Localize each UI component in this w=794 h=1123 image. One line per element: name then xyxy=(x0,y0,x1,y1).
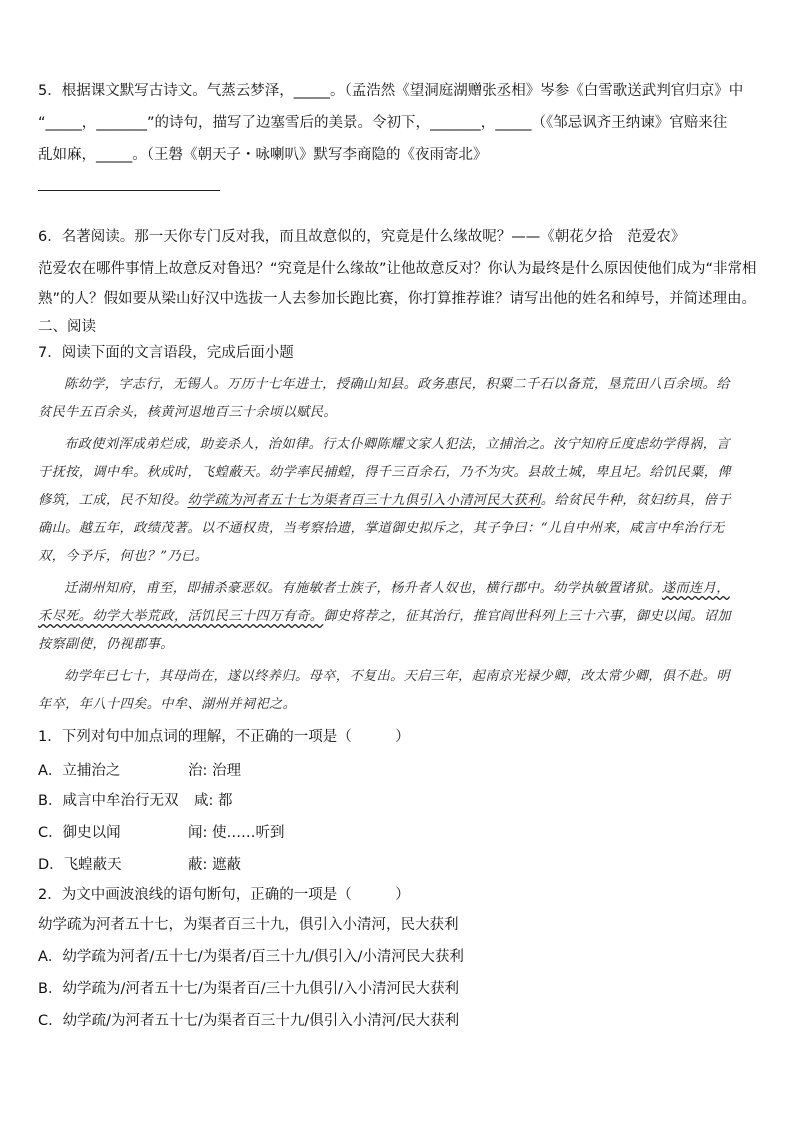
passage-p3-line-3: 按察副使，仍视郡事。 xyxy=(38,637,174,652)
sub2-stem: 2．为文中画波浪线的语句断句，正确的一项是（ ） xyxy=(38,887,410,903)
option-gloss: 咸: 都 xyxy=(194,793,233,809)
wavy-underlined-text: 禾尽死。幼学大举荒政，活饥民三十四万有奇。 xyxy=(38,609,324,624)
sub2-sentence: 幼学疏为河者五十七，为渠者百三十九，俱引入小清河，民大获利 xyxy=(38,917,459,933)
passage-p1-line-2: 贫民牛五百余头，核黄河退地百三十余顷以赋民。 xyxy=(38,405,337,420)
passage-p4-line-2: 年卒，年八十四矣。中牟、湖州并祠祀之。 xyxy=(38,697,297,712)
option-gloss: 闻: 使……听到 xyxy=(188,825,285,841)
passage-p1-line-1: 陈幼学，字志行，无锡人。万历十七年进士，授确山知县。政务惠民，积粟二千石以备荒，垦荒田八百余顷。给 xyxy=(64,377,730,392)
answer-blank-line xyxy=(38,190,220,191)
q5-line-1: 5．根据课文默写古诗文。气蒸云梦泽，_____。（孟浩然《望洞庭湖赠张丞相》岑参《白雪歌送武判官归京》中 xyxy=(38,83,744,99)
passage-p2-line-3 xyxy=(38,492,731,510)
section-heading: 二、阅读 xyxy=(38,319,96,335)
q6-line-2: 范爱农在哪件事情上故意反对鲁迅？“究竟是什么缘故”让他故意反对？你认为最终是什么原因使他们成为“非常相 xyxy=(38,261,757,277)
passage-text: 御史将荐之，征其治行，推官阎世科列上三十六事，御史以闻。诏加 xyxy=(323,609,731,624)
passage-p2-line-1: 布政使刘浑成弟烂成，助妾杀人，治如律。行太仆卿陈耀文家人犯法，立捕治之。汝宁知府丘度虑幼学得祸，言 xyxy=(64,437,730,452)
option-label: B．咸言中牟治行无双 xyxy=(38,793,179,809)
option-label: D．飞蝗蔽天 xyxy=(38,857,122,873)
sub2-option-b: B．幼学疏为/河者五十七/为渠者百/三十九俱引/入小清河民大获利 xyxy=(38,981,459,997)
sub1-stem: 1．下列对句中加点词的理解，不正确的一项是（ ） xyxy=(38,729,410,745)
passage-text: 修筑，工成，民不知役。 xyxy=(38,493,188,508)
sub2-option-c: C．幼学疏/为河者五十七/为渠者百三十九/俱引入小清河/民大获利 xyxy=(38,1013,460,1029)
passage-p2-line-5: 双，今予斥，何也？”乃已。 xyxy=(38,549,209,564)
sub1-option-b xyxy=(38,792,233,810)
passage-text: 迁湖州知府，甫至，即捕杀豪恶奴。有施敏者士族子，杨升者人奴也，横行郡中。幼学执敏置诸狱。 xyxy=(64,581,662,596)
q6-line-1: 6．名著阅读。那一天你专门反对我，而且故意似的，究竟是什么缘故呢？——《朝花夕拾 范爱农》 xyxy=(38,229,686,245)
option-gloss: 治: 治理 xyxy=(188,763,241,779)
passage-p3-line-1 xyxy=(64,580,730,598)
option-label: C．御史以闻 xyxy=(38,825,121,841)
passage-text: 。给贫民牛种，贫妇纺具，倍于 xyxy=(540,493,731,508)
sub1-option-c xyxy=(38,824,285,842)
wavy-underlined-text: 遂而连月， xyxy=(661,581,730,596)
passage-p4-line-1: 幼学年已七十，其母尚在，遂以终养归。母卒，不复出。天启三年，起南京光禄少卿，改太常少卿，俱不赴。明 xyxy=(64,669,730,684)
q6-line-3: 熟”的人？假如要从梁山好汉中选拔一人去参加长跑比赛，你打算推荐谁？请写出他的姓名和绰号，并简述理由。 xyxy=(38,291,757,307)
q5-line-3: 乱如麻，_____。（王磐《朝天子・咏喇叭》默写李商隐的《夜雨寄北》 xyxy=(38,147,488,163)
q7-heading: 7．阅读下面的文言语段，完成后面小题 xyxy=(38,345,294,361)
option-label: A．立捕治之 xyxy=(38,763,121,779)
passage-p3-line-2 xyxy=(38,608,731,626)
sub1-option-a xyxy=(38,762,241,780)
underlined-sentence: 幼学疏为河者五十七为渠者百三十九俱引入小清河民大获利 xyxy=(187,493,541,508)
q5-line-2: “_____，_______”的诗句，描写了边塞雪后的美景。令初下，_______，_____（《邹忌讽齐王纳谏》官赔来往 xyxy=(38,115,728,131)
option-gloss: 蔽: 遮蔽 xyxy=(188,857,241,873)
passage-p2-line-4: 确山。越五年，政绩茂著。以不通权贵，当考察拾遗，掌道御史拟斥之，其子争曰：“儿自中州来，咸言中牟治行无 xyxy=(38,521,725,536)
passage-p2-line-2: 于抚按，调中牟。秋成时，飞蝗蔽天。幼学率民捕蝗，得千三百余石，乃不为灾。县故土城，卑且圮。给饥民粟，俾 xyxy=(38,465,731,480)
sub1-option-d xyxy=(38,856,241,874)
sub2-option-a: A．幼学疏为河者/五十七/为渠者/百三十九/俱引入/小清河民大获利 xyxy=(38,949,464,965)
